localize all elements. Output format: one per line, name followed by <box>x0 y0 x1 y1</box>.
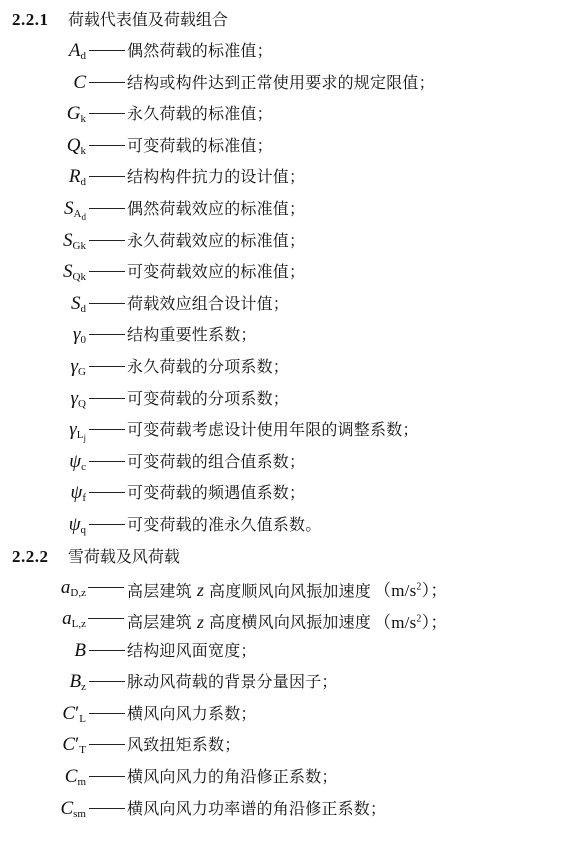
symbol-letter: S <box>63 261 73 283</box>
symbol-subscript <box>76 429 86 444</box>
symbol-description <box>127 414 419 446</box>
symbol-description <box>127 351 289 383</box>
description-variable: z <box>196 611 205 632</box>
subscript-text: Q <box>78 397 86 410</box>
symbol-row <box>0 288 564 320</box>
subscript-text: m <box>77 776 86 789</box>
description-text: 高度横风向风振加速度 <box>209 612 372 632</box>
em-dash-line <box>89 208 125 209</box>
subscript-text: D,z <box>70 586 86 599</box>
symbol-row <box>0 414 564 446</box>
symbol-row <box>0 793 564 825</box>
subscript-text: Gk <box>72 239 86 252</box>
symbol-row <box>0 35 564 67</box>
symbol-description <box>127 98 273 130</box>
description-text: 可变荷载的组合值系数； <box>127 451 306 471</box>
symbol-subscript <box>81 50 87 62</box>
description-text: 横风向风力系数； <box>127 703 257 723</box>
em-dash-line <box>89 776 125 777</box>
em-dash-line <box>89 650 125 651</box>
subscript-text: 0 <box>80 334 86 347</box>
em-dash-line <box>89 50 125 51</box>
symbol-subscript <box>81 176 87 188</box>
description-text: 荷载效应组合设计值； <box>127 293 290 313</box>
symbol <box>73 67 86 99</box>
unit-exponent: 2 <box>416 581 422 593</box>
symbol-sub-subscript: j <box>83 433 86 444</box>
symbol-letter: G <box>66 103 81 125</box>
symbol-letter: Q <box>66 134 81 156</box>
subscript-text: k <box>80 113 86 126</box>
symbol-letter: C <box>60 797 74 819</box>
description-text: 结构迎风面宽度； <box>127 640 257 660</box>
em-dash-line <box>89 429 125 430</box>
unit-base: （m/s <box>374 612 417 632</box>
symbol-letter: C <box>62 734 76 756</box>
subscript-text: f <box>82 492 86 505</box>
symbol-subscript <box>79 713 86 725</box>
symbol-letter: C <box>73 71 86 93</box>
symbol-subscript <box>81 681 86 693</box>
symbol-subscript <box>81 113 87 125</box>
subscript-text: c <box>81 460 86 473</box>
description-text: 结构构件抗力的设计值； <box>127 167 306 187</box>
em-dash-line <box>89 240 125 241</box>
symbol-description <box>127 793 386 825</box>
em-dash-line <box>89 744 125 745</box>
symbol-row <box>0 256 564 288</box>
symbol-subscript <box>81 334 87 346</box>
symbol-subscript <box>73 240 86 252</box>
symbol-description <box>127 603 448 638</box>
symbol-prime: ′ <box>75 702 80 724</box>
symbol-description <box>127 67 435 99</box>
section-title: 荷载代表值及荷载组合 <box>67 10 228 29</box>
symbol-subscript <box>81 461 86 473</box>
symbol-description <box>127 572 448 607</box>
symbol-row <box>0 383 564 415</box>
em-dash-line <box>89 366 125 367</box>
symbol-letter: B <box>74 639 86 661</box>
symbol-description <box>127 130 273 162</box>
em-dash-line <box>89 398 125 399</box>
symbol-description <box>127 319 257 351</box>
symbol-subscript <box>78 398 86 410</box>
description-text: 可变荷载的标准值； <box>127 135 273 155</box>
symbol-list-2-2-2 <box>0 572 564 825</box>
symbol-description <box>127 477 305 509</box>
em-dash-line <box>89 808 125 809</box>
symbol-row <box>0 635 564 667</box>
description-text: 永久荷载效应的标准值； <box>127 230 306 250</box>
em-dash-line <box>88 587 124 588</box>
symbol-prime: ′ <box>75 734 80 756</box>
subscript-text: d <box>80 302 86 315</box>
em-dash-line <box>89 713 125 714</box>
subscript-text: sm <box>73 807 86 820</box>
description-text: 可变荷载效应的标准值； <box>127 262 306 282</box>
em-dash-line <box>89 492 125 493</box>
description-text: 横风向风力的角沿修正系数； <box>127 767 338 787</box>
description-text: 脉动风荷载的背景分量因子； <box>127 672 338 692</box>
symbol-description <box>127 256 305 288</box>
symbol-description <box>127 288 289 320</box>
symbol <box>60 793 86 831</box>
symbol-description <box>127 729 240 761</box>
em-dash-line <box>89 271 125 272</box>
symbol-letter: ψ <box>69 450 82 472</box>
description-text: 偶然荷载效应的标准值； <box>127 198 306 218</box>
symbol-description <box>127 509 321 541</box>
unit-base: （m/s <box>374 581 417 601</box>
symbol-row <box>0 698 564 730</box>
symbol-description <box>127 193 305 225</box>
subscript-text: d <box>80 50 86 62</box>
symbol-subscript <box>81 145 87 157</box>
symbol-row <box>0 572 564 604</box>
symbol-letter: a <box>62 608 72 630</box>
unit-close: ）； <box>421 581 448 601</box>
subscript-text: L <box>79 712 86 725</box>
description-text: 可变荷载的准永久值系数。 <box>127 514 322 534</box>
section-number: 2.2.2 <box>12 546 49 566</box>
symbol-row <box>0 761 564 793</box>
symbol-description <box>127 161 305 193</box>
em-dash-line <box>89 145 125 146</box>
symbol-description <box>127 225 305 257</box>
symbol-description <box>127 383 289 415</box>
description-text: 永久荷载的分项系数； <box>127 356 290 376</box>
description-text: 高层建筑 <box>127 581 192 601</box>
subscript-text: T <box>79 744 86 757</box>
subscript-text: Qk <box>72 271 86 284</box>
symbol-row <box>0 351 564 383</box>
symbol-subscript <box>82 492 86 504</box>
description-variable: z <box>196 580 205 601</box>
symbol-description <box>127 635 257 667</box>
subscript-text: q <box>80 523 86 536</box>
section-title: 雪荷载及风荷载 <box>67 546 180 566</box>
em-dash-line <box>89 334 125 335</box>
unit-close: ）； <box>421 612 448 632</box>
symbol-letter: γ <box>73 324 81 346</box>
subscript-text: A <box>73 207 82 220</box>
em-dash-line <box>88 618 124 619</box>
description-text: 可变荷载的频遇值系数； <box>127 483 306 503</box>
symbol <box>69 509 86 547</box>
symbol-description <box>127 446 305 478</box>
section-heading-2-2-1 <box>0 4 564 35</box>
em-dash-line <box>89 303 125 304</box>
symbol-letter: C <box>62 702 76 724</box>
symbol-letter: S <box>63 229 73 251</box>
description-text: 可变荷载的分项系数； <box>127 388 290 408</box>
em-dash-line <box>89 113 125 114</box>
symbol-subscript <box>77 776 86 788</box>
unit-exponent: 2 <box>416 613 422 625</box>
symbol-row <box>0 477 564 509</box>
symbol-letter: C <box>64 766 78 788</box>
symbol-subscript <box>81 303 87 315</box>
symbol-letter: ψ <box>68 513 81 535</box>
symbol-row <box>0 67 564 99</box>
symbol-row <box>0 161 564 193</box>
em-dash-line <box>89 681 125 682</box>
symbol-row <box>0 130 564 162</box>
symbol-subscript <box>78 366 86 378</box>
description-text: 偶然荷载的标准值； <box>127 41 273 60</box>
symbol-subscript <box>81 524 87 536</box>
subscript-text: z <box>81 681 86 694</box>
subscript-text: d <box>80 176 86 189</box>
subscript-text: L,z <box>71 618 86 631</box>
description-text: 结构重要性系数； <box>127 325 257 345</box>
symbol <box>74 635 86 667</box>
symbol-row <box>0 446 564 478</box>
symbol-letter: γ <box>69 419 77 441</box>
subscript-text: k <box>80 144 86 157</box>
symbol-subscript <box>74 208 86 220</box>
symbol-description <box>127 698 257 730</box>
unit-text <box>374 613 447 632</box>
symbol-row <box>0 509 564 541</box>
description-text: 横风向风力功率谱的角沿修正系数； <box>127 798 387 818</box>
symbol-letter: γ <box>70 355 79 377</box>
symbol-row <box>0 729 564 761</box>
symbol-description <box>127 761 338 793</box>
description-text: 永久荷载的标准值； <box>127 104 273 124</box>
symbol-list-2-2-1 <box>0 35 564 541</box>
symbol-letter: R <box>68 166 81 188</box>
symbol-row <box>0 666 564 698</box>
subscript-text: G <box>78 365 86 378</box>
symbol-subscript <box>73 808 86 820</box>
symbol-subscript <box>70 587 86 599</box>
symbol-description <box>127 666 338 698</box>
em-dash-line <box>89 524 125 525</box>
symbol-subscript <box>72 618 86 630</box>
em-dash-line <box>89 176 125 177</box>
symbol-letter: A <box>68 40 81 61</box>
symbol-letter: B <box>69 671 82 693</box>
symbol-row <box>0 603 564 635</box>
symbol-sub-subscript: d <box>81 211 86 222</box>
description-text: 结构或构件达到正常使用要求的规定限值； <box>127 72 435 92</box>
symbol-letter: ψ <box>70 482 83 504</box>
em-dash-line <box>89 461 125 462</box>
symbol-row <box>0 98 564 130</box>
symbol-row <box>0 319 564 351</box>
symbol-letter: γ <box>70 387 79 409</box>
section-number: 2.2.1 <box>12 10 49 29</box>
symbol-row <box>0 193 564 225</box>
symbol-subscript <box>73 271 86 283</box>
description-text: 高层建筑 <box>127 612 192 632</box>
subscript-text: L <box>76 429 84 442</box>
symbol-letter: a <box>60 576 71 598</box>
symbol-subscript <box>79 744 86 756</box>
description-text: 高度顺风向风振加速度 <box>209 581 372 601</box>
symbol-letter: S <box>64 197 74 219</box>
symbol-letter: S <box>71 292 81 314</box>
em-dash-line <box>89 82 125 83</box>
description-text: 可变荷载考虑设计使用年限的调整系数； <box>127 420 419 440</box>
symbol-description <box>127 35 273 67</box>
symbol-row <box>0 225 564 257</box>
description-text: 风致扭矩系数； <box>127 735 241 755</box>
unit-text <box>374 581 447 600</box>
